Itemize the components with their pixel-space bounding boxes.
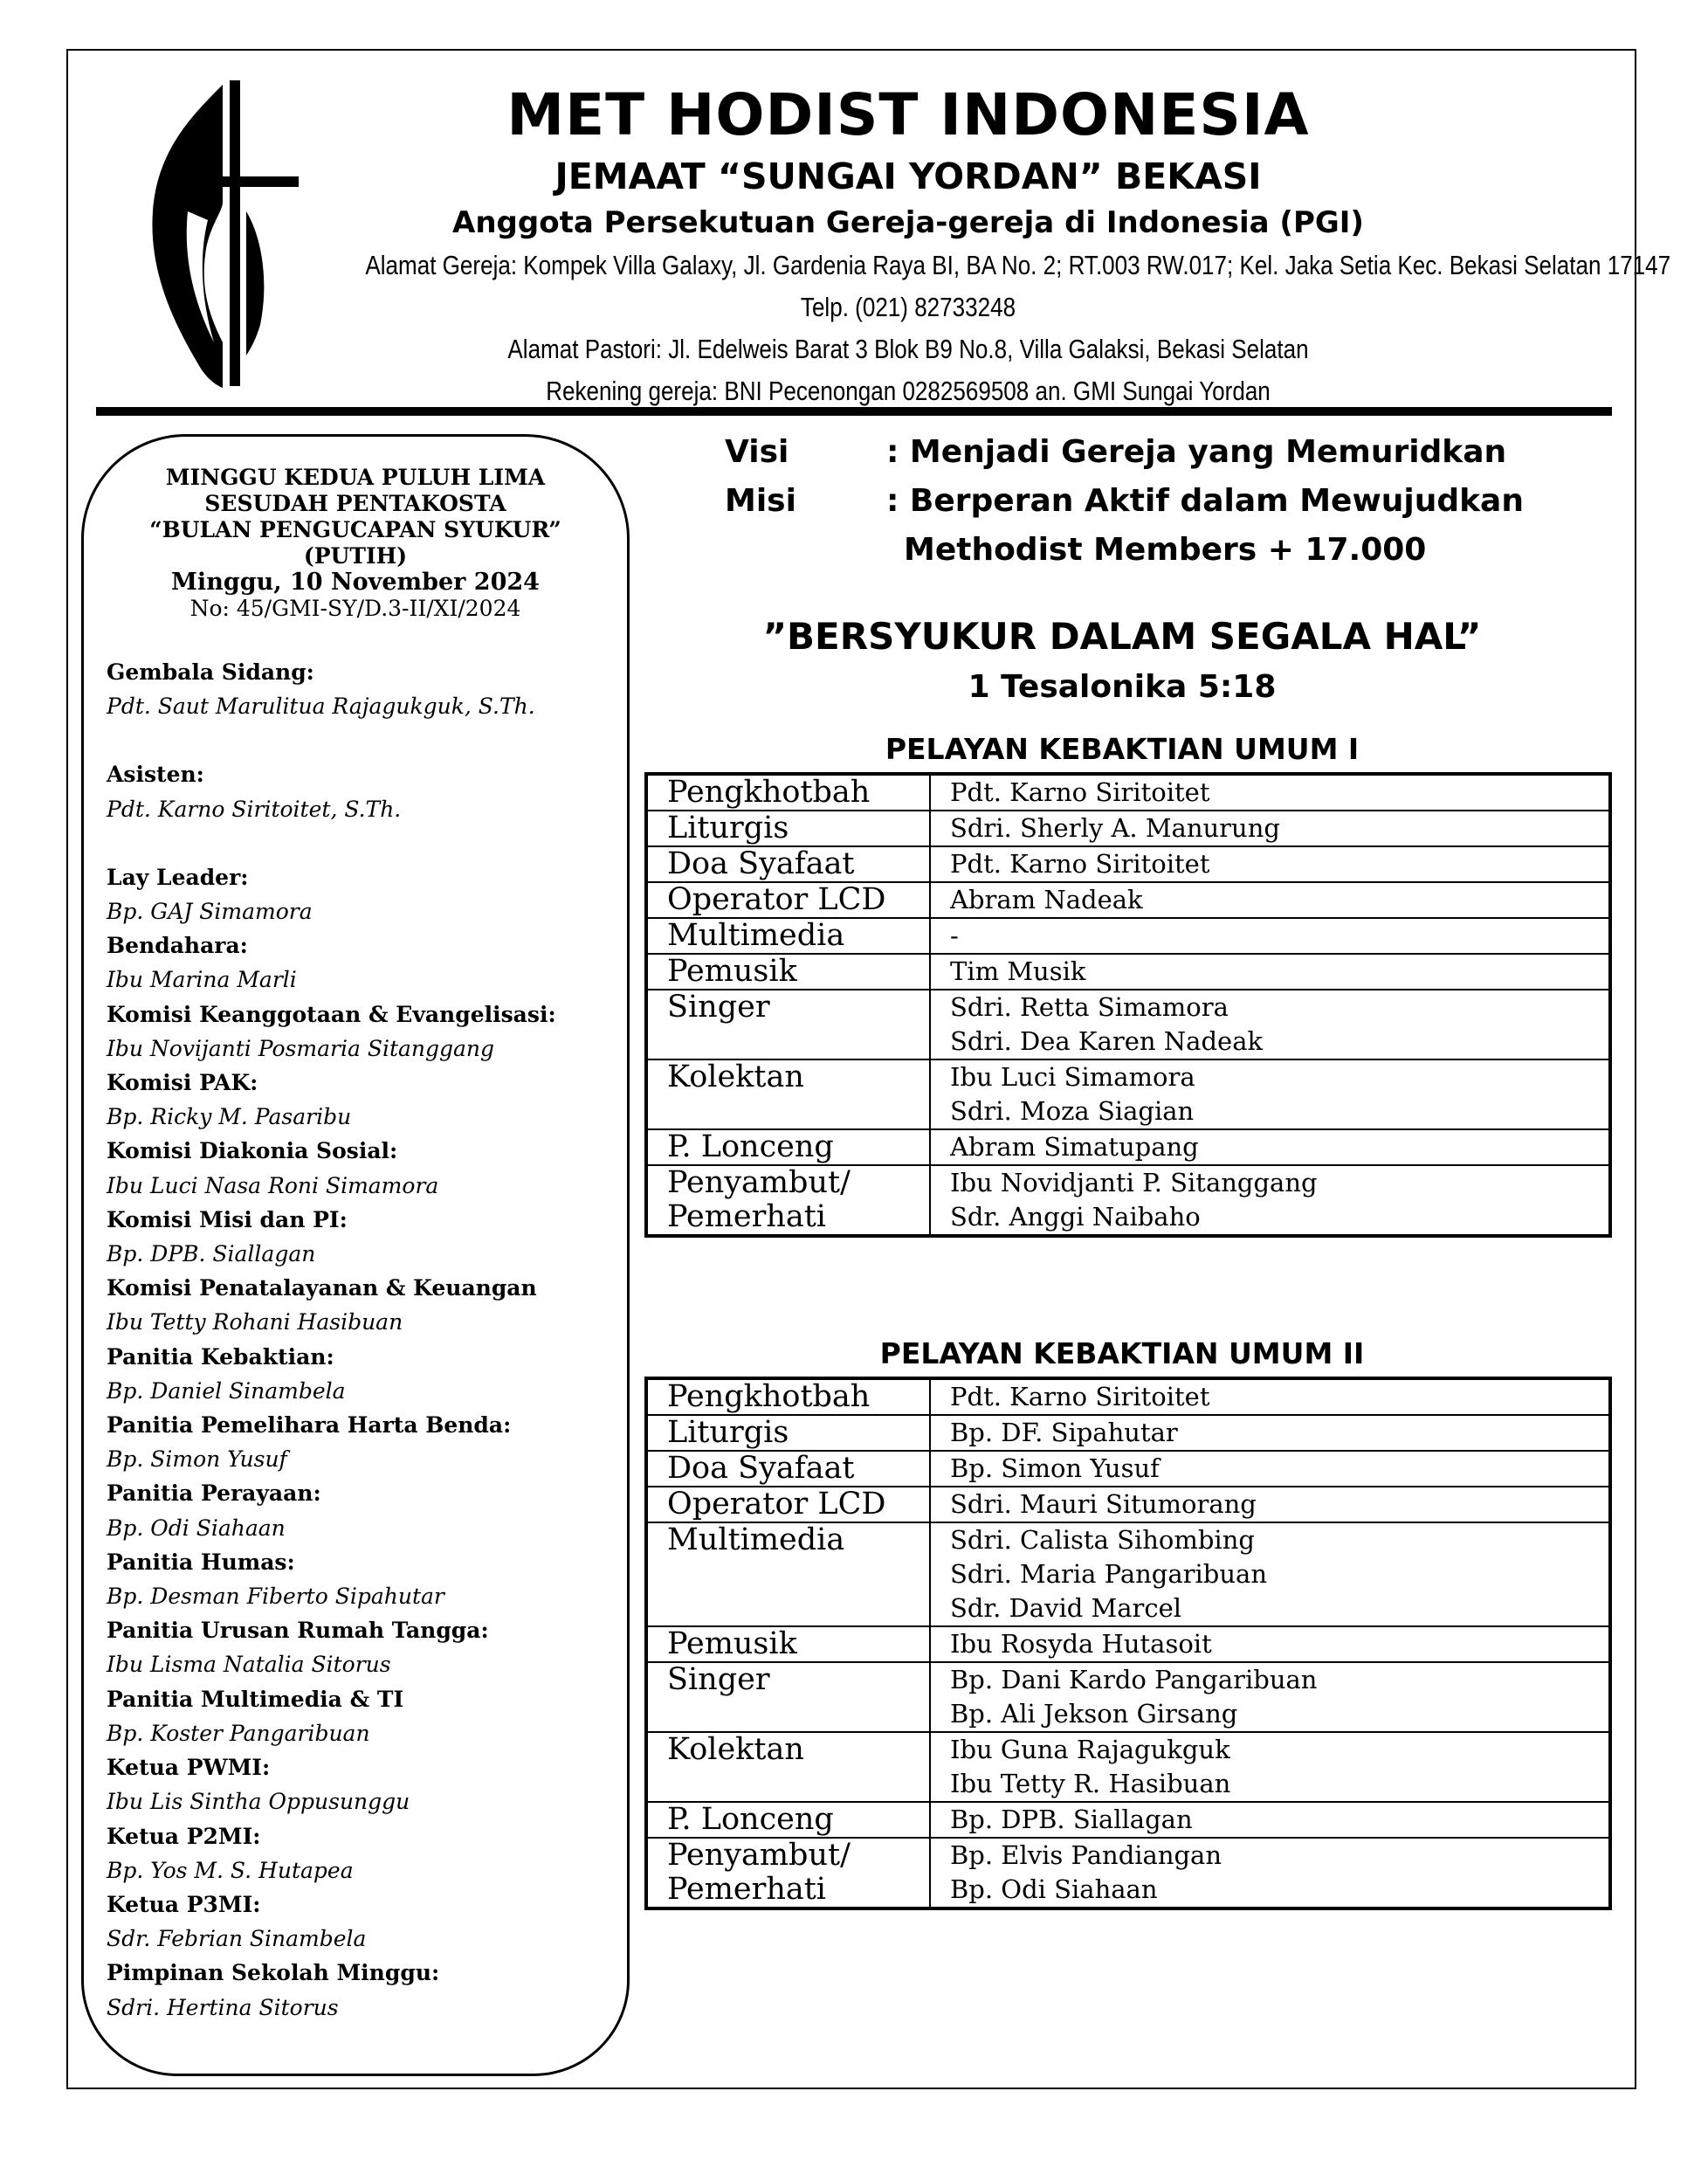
service-1-title: PELAYAN KEBAKTIAN UMUM I <box>885 732 1360 766</box>
theme-title: ”BERSYUKUR DALAM SEGALA HAL” <box>762 615 1482 658</box>
misi-text: : Berperan Aktif dalam Mewujudkan <box>886 483 1524 519</box>
table-row <box>646 774 1610 811</box>
sunday-line-2: SESUDAH PENTAKOSTA <box>204 491 506 516</box>
roster-role: Gembala Sidang: <box>107 659 314 685</box>
church-title: MET HODIST INDONESIA <box>506 81 1310 148</box>
table-row <box>646 990 1610 1059</box>
table-row <box>646 1732 1610 1802</box>
visi-label: Visi <box>725 434 789 470</box>
vision-mission <box>725 428 1524 575</box>
role-cell: Kolektan <box>646 1059 930 1129</box>
roster-name: Bp. Yos M. S. Hutapea <box>107 1857 354 1883</box>
roster-name: Ibu Luci Nasa Roni Simamora <box>107 1172 439 1198</box>
name-cell: Sdri. Calista Sihombing <box>950 1525 1255 1555</box>
name-cell: Bp. Dani Kardo Pangaribuan <box>950 1665 1318 1694</box>
role-cell: Penyambut/ Pemerhati <box>646 1838 930 1908</box>
table-row <box>646 1451 1610 1487</box>
name-cell: Bp. Ali Jekson Girsang <box>950 1699 1238 1729</box>
roster-role: Lay Leader: <box>107 864 249 890</box>
table-row <box>646 1059 1610 1129</box>
service-2-title: PELAYAN KEBAKTIAN UMUM II <box>879 1336 1365 1370</box>
roster-name: Ibu Tetty Rohani Hasibuan <box>107 1309 403 1335</box>
roster-name: Ibu Lis Sintha Oppusunggu <box>107 1789 410 1815</box>
roster-role: Ketua P3MI: <box>107 1891 261 1917</box>
congregation-name: JEMAAT “SUNGAI YORDAN” BEKASI <box>554 155 1262 197</box>
table-row <box>646 1165 1610 1236</box>
roster-role: Panitia Multimedia & TI <box>107 1686 404 1712</box>
role-cell: Operator LCD <box>646 1487 930 1522</box>
table-row <box>646 811 1610 846</box>
name-cell: Tim Musik <box>950 956 1086 986</box>
roster-role: Asisten: <box>107 762 204 788</box>
role-cell: Liturgis <box>646 1415 930 1451</box>
sunday-line-3: “BULAN PENGUCAPAN SYUKUR” <box>149 517 561 542</box>
table-row <box>646 882 1610 918</box>
name-cell: Pdt. Karno Siritoitet <box>950 849 1210 879</box>
role-cell: Singer <box>646 1662 930 1732</box>
role-cell: Multimedia <box>646 1522 930 1626</box>
roster-name: Bp. Odi Siahaan <box>107 1515 286 1541</box>
name-cell: Sdr. Anggi Naibaho <box>950 1202 1201 1232</box>
roster-role: Pimpinan Sekolah Minggu: <box>107 1960 440 1986</box>
role-cell: Multimedia <box>646 918 930 954</box>
name-cell: Sdri. Mauri Situmorang <box>950 1489 1257 1519</box>
roster-role: Komisi Keanggotaan & Evangelisasi: <box>107 1001 556 1027</box>
roster-name: Bp. Ricky M. Pasaribu <box>107 1104 352 1130</box>
name-cell: Bp. DPB. Siallagan <box>950 1805 1193 1834</box>
name-cell: Ibu Tetty R. Hasibuan <box>950 1769 1231 1798</box>
roster-role: Bendahara: <box>107 933 248 959</box>
sunday-line-4: (PUTIH) <box>303 543 408 569</box>
header-divider <box>96 407 1612 416</box>
table-row <box>646 1802 1610 1838</box>
theme-verse: 1 Tesalonika 5:18 <box>968 669 1277 705</box>
name-cell: Ibu Rosyda Hutasoit <box>950 1629 1212 1659</box>
name-cell: Sdri. Dea Karen Nadeak <box>950 1026 1264 1056</box>
staff-roster <box>107 655 630 2025</box>
table-row <box>646 1838 1610 1908</box>
name-cell: Ibu Luci Simamora <box>950 1062 1195 1092</box>
name-cell: Pdt. Karno Siritoitet <box>950 777 1210 807</box>
roster-name: Ibu Marina Marli <box>107 967 297 993</box>
roster-name: Bp. Simon Yusuf <box>107 1446 287 1473</box>
name-cell: Abram Nadeak <box>950 885 1143 914</box>
name-cell: - <box>950 921 959 950</box>
role-cell: P. Lonceng <box>646 1129 930 1165</box>
visi-text: : Menjadi Gereja yang Memuridkan <box>886 434 1507 470</box>
roster-role: Komisi Penatalayanan & Keuangan <box>107 1275 537 1301</box>
membership-line: Anggota Persekutuan Gereja-gereja di Indonesia (PGI) <box>452 205 1364 240</box>
sunday-line-1: MINGGU KEDUA PULUH LIMA <box>165 465 546 490</box>
misi-text-2: Methodist Members + 17.000 <box>904 532 1427 568</box>
table-row <box>646 1415 1610 1451</box>
roster-role: Komisi Misi dan PI: <box>107 1206 348 1232</box>
name-cell: Bp. Simon Yusuf <box>950 1453 1160 1483</box>
roster-name: Bp. DPB. Siallagan <box>107 1241 316 1267</box>
roster-name: Pdt. Saut Marulitua Rajagukguk, S.Th. <box>107 694 535 720</box>
roster-role: Ketua PWMI: <box>107 1755 271 1781</box>
table-row <box>646 954 1610 990</box>
roster-role: Komisi PAK: <box>107 1070 258 1096</box>
name-cell: Pdt. Karno Siritoitet <box>950 1382 1210 1411</box>
role-cell: Penyambut/ Pemerhati <box>646 1165 930 1236</box>
name-cell: Sdri. Sherly A. Manurung <box>950 813 1280 843</box>
name-cell: Sdri. Maria Pangaribuan <box>950 1559 1268 1589</box>
bulletin-number: No: 45/GMI-SY/D.3-II/XI/2024 <box>189 596 521 621</box>
name-cell: Abram Simatupang <box>950 1132 1199 1162</box>
role-cell: Pemusik <box>646 1626 930 1662</box>
roster-role: Panitia Perayaan: <box>107 1480 321 1507</box>
church-address: Alamat Gereja: Kompek Villa Galaxy, Jl. Gardenia Raya BI, BA No. 2; RT.003 RW.017; Kel. Jaka Setia Kec. Bekasi Selatan 17147 <box>365 250 1671 280</box>
roster-name: Sdri. Hertina Sitorus <box>107 1994 339 2020</box>
sunday-date: Minggu, 10 November 2024 <box>171 569 540 596</box>
misi-label: Misi <box>725 483 796 519</box>
name-cell: Sdr. David Marcel <box>950 1593 1182 1623</box>
role-cell: Doa Syafaat <box>646 1451 930 1487</box>
roster-name: Bp. Desman Fiberto Sipahutar <box>107 1584 444 1610</box>
bank-account: Rekening gereja: BNI Pecenongan 0282569508 an. GMI Sungai Yordan <box>546 376 1271 406</box>
roster-role: Panitia Pemelihara Harta Benda: <box>107 1412 512 1439</box>
roster-role: Komisi Diakonia Sosial: <box>107 1138 398 1164</box>
name-cell: Bp. DF. Sipahutar <box>950 1418 1178 1447</box>
table-row <box>646 1626 1610 1662</box>
name-cell: Ibu Novidjanti P. Sitanggang <box>950 1168 1318 1197</box>
role-cell: Liturgis <box>646 811 930 846</box>
table-row <box>646 1522 1610 1626</box>
sunday-heading <box>96 465 615 622</box>
roster-role: Ketua P2MI: <box>107 1823 261 1849</box>
table-row <box>646 1487 1610 1522</box>
role-cell: Singer <box>646 990 930 1059</box>
phone-number: Telp. (021) 82733248 <box>800 292 1016 322</box>
name-cell: Bp. Odi Siahaan <box>950 1874 1158 1904</box>
service-1-table <box>644 772 1612 1238</box>
role-cell: P. Lonceng <box>646 1802 930 1838</box>
name-cell: Sdri. Retta Simamora <box>950 992 1229 1022</box>
church-header <box>262 79 1671 412</box>
roster-name: Bp. Koster Pangaribuan <box>107 1720 370 1746</box>
table-row <box>646 846 1610 882</box>
roster-name: Pdt. Karno Siritoitet, S.Th. <box>107 796 402 822</box>
table-row <box>646 1129 1610 1165</box>
roster-role: Panitia Kebaktian: <box>107 1343 334 1370</box>
roster-name: Bp. Daniel Sinambela <box>107 1377 346 1404</box>
roster-name: Ibu Novijanti Posmaria Sitanggang <box>107 1035 495 1061</box>
name-cell: Bp. Elvis Pandiangan <box>950 1840 1222 1870</box>
sermon-theme <box>642 611 1602 713</box>
role-cell: Operator LCD <box>646 882 930 918</box>
role-cell: Pengkhotbah <box>646 774 930 811</box>
role-cell: Kolektan <box>646 1732 930 1802</box>
roster-name: Bp. GAJ Simamora <box>107 899 313 925</box>
roster-name: Sdr. Febrian Sinambela <box>107 1926 367 1952</box>
role-cell: Pengkhotbah <box>646 1378 930 1415</box>
name-cell: Ibu Guna Rajagukguk <box>950 1735 1230 1764</box>
service-2-table <box>644 1377 1612 1910</box>
roster-role: Panitia Humas: <box>107 1549 295 1575</box>
name-cell: Sdri. Moza Siagian <box>950 1096 1195 1126</box>
table-row <box>646 918 1610 954</box>
roster-name: Ibu Lisma Natalia Sitorus <box>107 1652 391 1678</box>
roster-role: Panitia Urusan Rumah Tangga: <box>107 1618 489 1644</box>
role-cell: Pemusik <box>646 954 930 990</box>
table-row <box>646 1378 1610 1415</box>
role-cell: Doa Syafaat <box>646 846 930 882</box>
parsonage-address: Alamat Pastori: Jl. Edelweis Barat 3 Blok B9 No.8, Villa Galaksi, Bekasi Selatan <box>507 334 1309 364</box>
table-row <box>646 1662 1610 1732</box>
